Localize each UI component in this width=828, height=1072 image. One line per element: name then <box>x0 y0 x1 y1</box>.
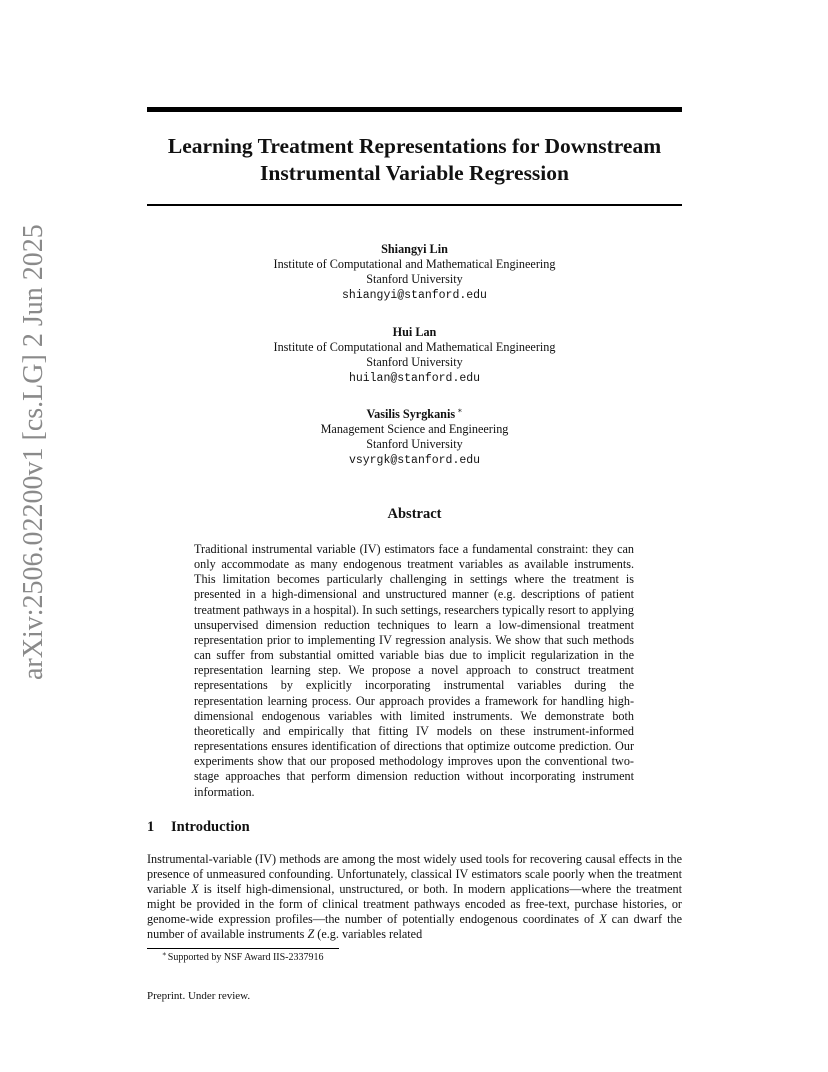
introduction-paragraph <box>147 852 682 943</box>
author-name: Vasilis Syrgkanis <box>366 407 456 421</box>
math-variable: X <box>599 912 607 927</box>
author-name: Shiangyi Lin <box>381 242 448 256</box>
section-heading <box>147 819 250 836</box>
author-block <box>147 407 682 468</box>
author-institution: Stanford University <box>366 355 463 370</box>
footnote-marker: ∗ <box>162 949 167 958</box>
footnote-marker[interactable]: ∗ <box>457 405 463 415</box>
author-institution: Stanford University <box>366 272 463 287</box>
author-name: Hui Lan <box>392 325 437 339</box>
abstract-text: Traditional instrumental variable (IV) estimators face a fundamental constraint: they can only accommodate as many endogenous treatment variables as available instruments. This limitation becomes particularly challenging in settings where the treatment is presented in a high-dimensional and unstructured manner (e.g. descriptions of patient treatment pathways in a hospital). In such settings, researchers typically resort to applying unsupervised dimension reduction techniques to learn a low-dimensional treatment representation prior to implementing IV regression analysis. We show that such methods can suffer from substantial omitted variable bias due to implicit regularization in the representation learning step. We propose a novel approach to construct treatment representations by explicitly incorporating instrumental variables during the representation learning process. Our approach provides a framework for handling high-dimensional endogenous variables with limited instruments. We demonstrate both theoretically and empirically that fitting IV models on these instrument-informed representations ensures identification of directions that optimize outcome prediction. Our experiments show that our proposed methodology improves upon the conventional two-stage approaches that perform dimension reduction without incorporating instrument information. <box>194 542 634 799</box>
math-variable: X <box>191 882 199 897</box>
abstract-heading: Abstract <box>387 506 442 522</box>
footnote-rule <box>147 948 339 949</box>
title-bottom-rule <box>147 204 682 206</box>
text-run: is itself high-dimensional, unstructured, or both. In modern applications—where the treatment might be provided in the form of clinical treatment pathways encoded as free-text, purchase histories, or genome-wide expression profiles—the number of potentially endogenous coordinates of <box>147 882 682 927</box>
author-affiliation: Institute of Computational and Mathematical Engineering <box>273 340 556 355</box>
author-email[interactable]: huilan@stanford.edu <box>348 371 481 385</box>
paper-title: Learning Treatment Representations for Downstream Instrumental Variable Regression <box>167 134 662 185</box>
footnote <box>162 951 324 964</box>
math-variable: Z <box>307 927 315 942</box>
author-email[interactable]: shiangyi@stanford.edu <box>342 288 487 302</box>
author-affiliation: Management Science and Engineering <box>320 422 509 437</box>
page-footer: Preprint. Under review. <box>147 990 251 1002</box>
author-institution: Stanford University <box>366 437 463 452</box>
author-block <box>147 242 682 303</box>
author-affiliation: Institute of Computational and Mathematical Engineering <box>273 257 556 272</box>
author-block <box>147 325 682 386</box>
arxiv-identifier[interactable]: arXiv:2506.02200v1 [cs.LG] 2 Jun 2025 <box>18 224 49 680</box>
text-run: can dwarf the number of available instruments <box>147 912 682 942</box>
section-number: 1 <box>147 819 155 835</box>
section-title: Introduction <box>171 819 250 835</box>
footnote-text: Supported by NSF Award IIS-2337916 <box>167 952 324 963</box>
text-run: Instrumental-variable (IV) methods are among the most widely used tools for recovering causal effects in the presence of unmeasured confounding. Unfortunately, classical IV estimators scale poorly when the treatment variable <box>147 852 682 897</box>
text-run: (e.g. variables related <box>314 927 423 942</box>
title-top-rule <box>147 107 682 112</box>
author-email[interactable]: vsyrgk@stanford.edu <box>348 453 481 467</box>
